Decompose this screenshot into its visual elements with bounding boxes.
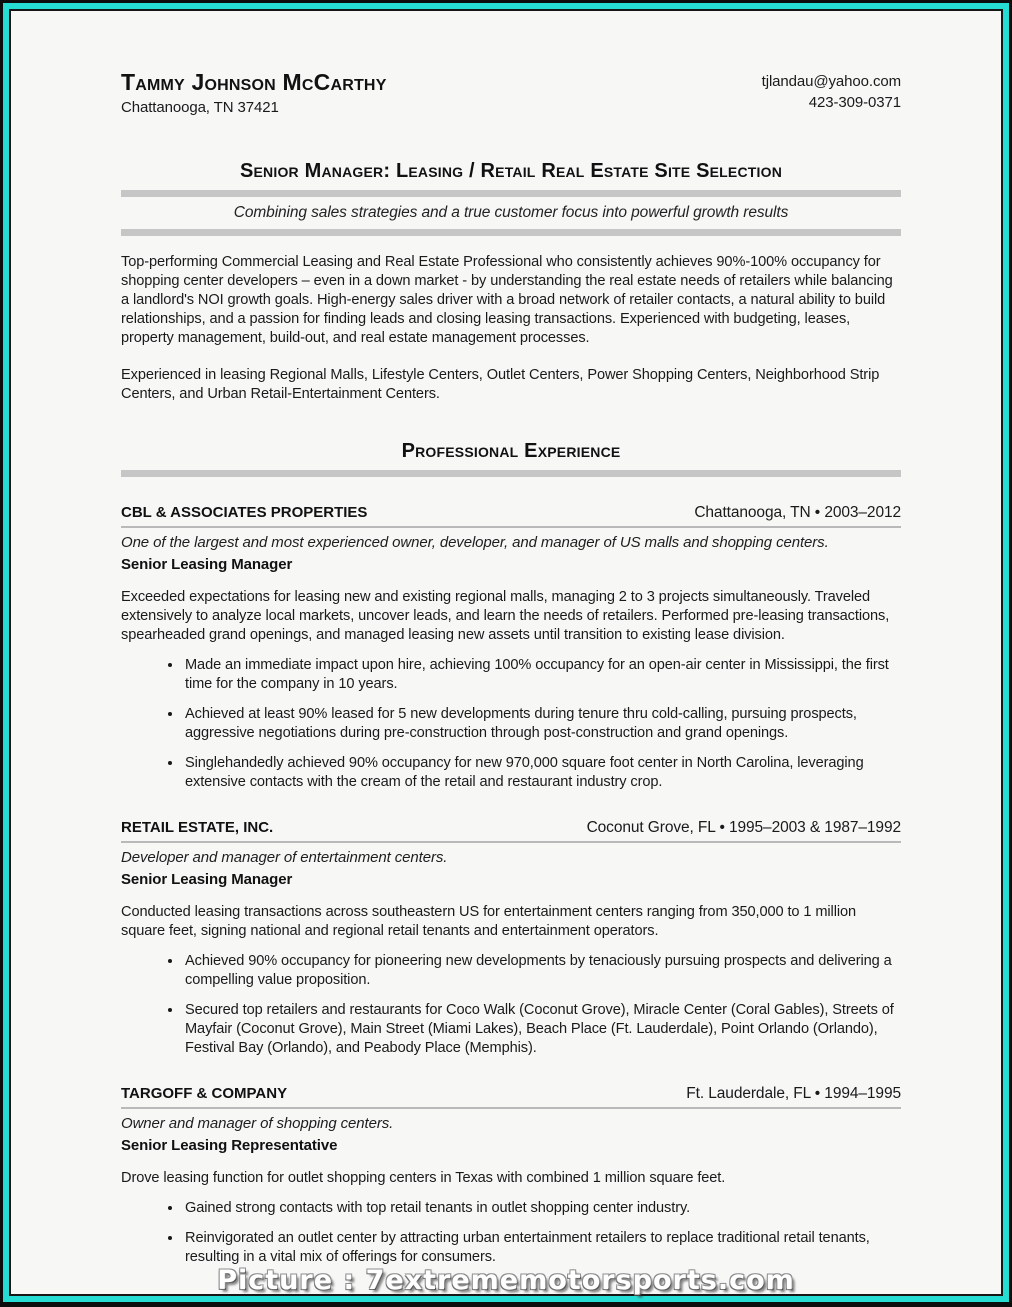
- job-bullet-list: [121, 656, 901, 792]
- job-header-row: [121, 1084, 901, 1109]
- job-location-dates: Ft. Lauderdale, FL • 1994–1995: [686, 1085, 901, 1102]
- job-bullet-list: [121, 952, 901, 1058]
- person-name: Tammy Johnson McCarthy: [121, 69, 387, 95]
- bullet-item: • Achieved at least 90% leased for 5 new developments during tenure thru cold-calling, pursuing prospects, aggressive negotiations during pre-construction through post-construction and grand openings.: [183, 705, 901, 743]
- job-entry-retail-estate: [121, 818, 901, 1058]
- company-description: Developer and manager of entertainment centers.: [121, 849, 448, 866]
- phone-text: 423-309-0371: [808, 94, 901, 111]
- job-summary: Exceeded expectations for leasing new and existing regional malls, managing 2 to 3 projects simultaneously. Traveled extensively to analyze local markets, uncover leads, and learn the needs of retailers. Performed pre-leasing transactions, spearheaded grand openings, and managed leasing new assets until transition to existing lease division.: [121, 589, 890, 643]
- job-location-dates: Chattanooga, TN • 2003–2012: [694, 504, 901, 521]
- company-description: Owner and manager of shopping centers.: [121, 1115, 394, 1132]
- job-summary: Conducted leasing transactions across southeastern US for entertainment centers ranging from 350,000 to 1 million square feet, signing national and regional retail tenants and entertainment operators.: [121, 904, 857, 939]
- person-location: Chattanooga, TN 37421: [121, 99, 279, 116]
- job-header-row: [121, 503, 901, 528]
- resume-title: Senior Manager: Leasing / Retail Real Estate Site Selection: [239, 160, 783, 182]
- email-text: tjlandau@yahoo.com: [761, 73, 901, 90]
- job-title: Senior Leasing Manager: [121, 871, 293, 888]
- summary-paragraph-1: Top-performing Commercial Leasing and Real Estate Professional who consistently achieves 90%-100% occupancy for shopping center developers – even in a down market - by understanding the real estate needs of retailers while balancing a landlord's NOI growth goals. High-energy sales driver with a broad network of retailer contacts, a natural ability to build relationships, and a passion for finding leads and closing leasing transactions. Experienced with budgeting, leases, property management, build-out, and real estate management processes.: [121, 254, 893, 346]
- tagline: Combining sales strategies and a true customer focus into powerful growth results: [233, 204, 789, 221]
- company-name: TARGOFF & COMPANY: [121, 1085, 288, 1102]
- divider-bar-top: [121, 190, 901, 197]
- watermark-text: Picture : 7extrememotorsports.com: [217, 1265, 795, 1296]
- summary-paragraph-2: Experienced in leasing Regional Malls, Lifestyle Centers, Outlet Centers, Power Shopping Centers, Neighborhood Strip Centers, and Urban Retail-Entertainment Centers.: [121, 367, 880, 402]
- summary-section: [121, 253, 901, 404]
- company-name: CBL & ASSOCIATES PROPERTIES: [121, 504, 368, 521]
- bullet-item: • Reinvigorated an outlet center by attracting urban entertainment retailers to replace traditional retail tenants, resulting in a vital mix of offerings for consumers.: [183, 1229, 901, 1267]
- header-identity: [121, 69, 387, 116]
- frame-inner-border: [9, 9, 1003, 1296]
- company-name: RETAIL ESTATE, INC.: [121, 819, 274, 836]
- section-title: Professional Experience: [401, 440, 621, 462]
- bullet-item: • Secured top retailers and restaurants for Coco Walk (Coconut Grove), Miracle Center (Coral Gables), Streets of Mayfair (Coconut Grove), Main Street (Miami Lakes), Beach Place (Ft. Lauderdale), Point Orlando (Orlando), Festival Bay (Orlando), and Peabody Place (Memphis).: [183, 1001, 901, 1058]
- experience-section-header: [121, 440, 901, 477]
- bullet-item: • Gained strong contacts with top retail tenants in outlet shopping center industry.: [183, 1199, 901, 1218]
- title-block: [121, 160, 901, 236]
- bullet-item: • Made an immediate impact upon hire, achieving 100% occupancy for an open-air center in Mississippi, the first time for the company in 10 years.: [183, 656, 901, 694]
- bullet-item: • Singlehandedly achieved 90% occupancy for new 970,000 square foot center in North Carolina, leveraging extensive contacts with the cream of the retail and restaurant industry crop.: [183, 754, 901, 792]
- header-contact: [762, 69, 901, 113]
- divider-bar-bottom: [121, 229, 901, 236]
- section-divider-bar: [121, 470, 901, 477]
- job-title: Senior Leasing Manager: [121, 556, 293, 573]
- job-entry-targoff: [121, 1084, 901, 1267]
- job-title: Senior Leasing Representative: [121, 1137, 338, 1154]
- job-location-dates: Coconut Grove, FL • 1995–2003 & 1987–1992: [586, 819, 901, 836]
- company-description: One of the largest and most experienced owner, developer, and manager of US malls and shopping centers.: [121, 534, 829, 551]
- job-header-row: [121, 818, 901, 843]
- job-entry-cbl: [121, 503, 901, 792]
- frame-teal-border: [3, 3, 1009, 1302]
- job-bullet-list: [121, 1199, 901, 1267]
- bullet-item: • Achieved 90% occupancy for pioneering new developments by tenaciously pursuing prospects and delivering a compelling value proposition.: [183, 952, 901, 990]
- resume-page: [11, 11, 1001, 1294]
- resume-header: [121, 69, 901, 116]
- job-summary: Drove leasing function for outlet shopping centers in Texas with combined 1 million square feet.: [121, 1170, 726, 1186]
